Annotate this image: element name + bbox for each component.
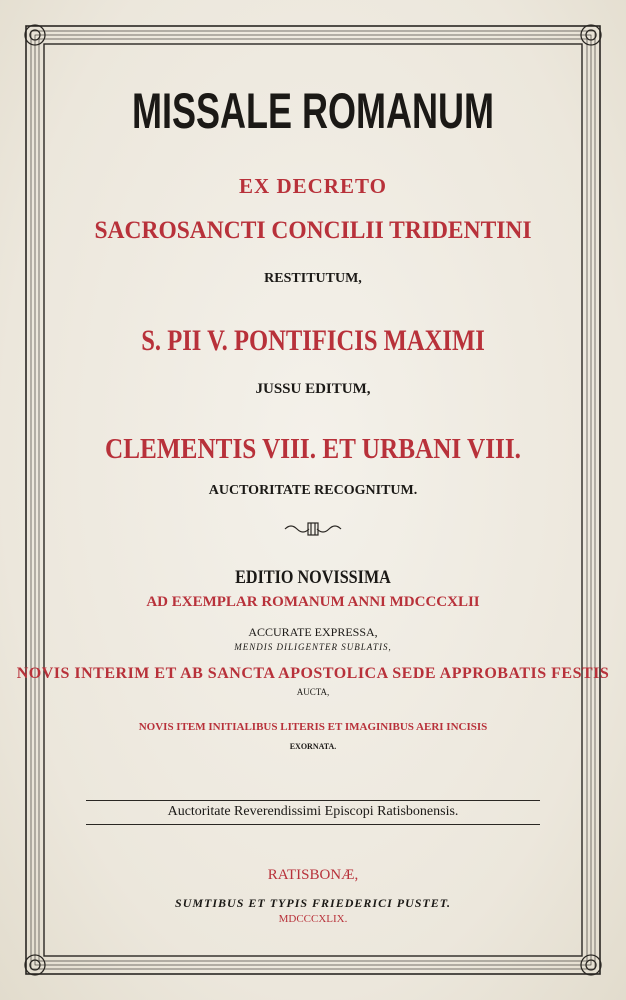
line-restitutum: RESTITUTUM,	[264, 271, 362, 286]
line-novis-item: NOVIS ITEM INITIALIBUS LITERIS ET IMAGINIBUS AERI INCISIS	[138, 721, 488, 733]
line-exemplar: AD EXEMPLAR ROMANUM ANNI MDCCCXLII	[146, 594, 480, 610]
line-jussu: JUSSU EDITUM,	[255, 381, 371, 397]
imprint-city: RATISBONÆ,	[267, 867, 359, 883]
line-ex-decreto: EX DECRETO	[239, 174, 387, 198]
line-exornata: EXORNATA.	[289, 742, 337, 751]
imprint-year: MDCCCXLIX.	[278, 913, 348, 925]
imprint-publisher: SUMTIBUS ET TYPIS FRIEDERICI PUSTET.	[175, 896, 451, 910]
book-title: MISSALE ROMANUM	[131, 83, 494, 139]
line-editio: EDITIO NOVISSIMA	[235, 567, 391, 588]
line-aucta: AUCTA,	[296, 687, 330, 697]
line-accurate: ACCURATE EXPRESSA,	[248, 625, 378, 639]
line-pius: S. PII V. PONTIFICIS MAXIMI	[141, 324, 485, 357]
line-mendis: MENDIS DILIGENTER SUBLATIS,	[234, 642, 392, 652]
rule-top	[86, 800, 540, 801]
line-approval: Auctoritate Reverendissimi Episcopi Ratisbonensis.	[167, 804, 459, 819]
line-auctoritate: AUCTORITATE RECOGNITUM.	[208, 483, 418, 498]
line-clementis: CLEMENTIS VIII. ET URBANI VIII.	[105, 434, 521, 465]
fleuron-ornament	[283, 521, 343, 537]
corner-ornaments	[25, 25, 601, 975]
line-novis-interim: NOVIS INTERIM ET AB SANCTA APOSTOLICA SEDE APPROBATIS FESTIS	[16, 665, 610, 682]
rule-bottom	[86, 824, 540, 825]
line-concilii: SACROSANCTI CONCILII TRIDENTINI	[94, 217, 532, 244]
